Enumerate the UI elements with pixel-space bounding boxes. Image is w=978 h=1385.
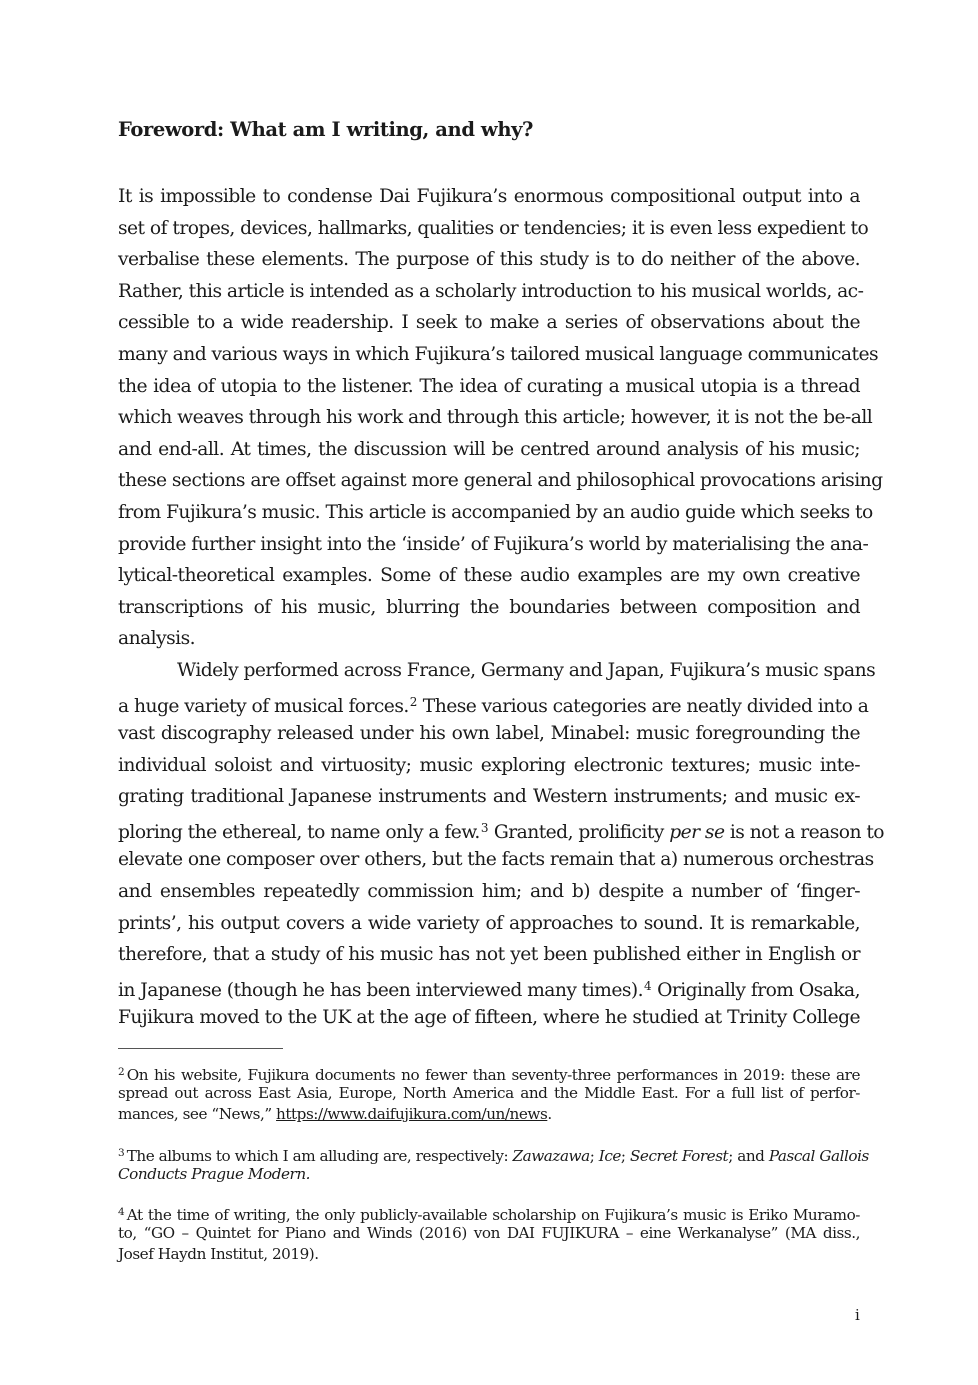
text-span: Originally from Osaka, [651, 979, 860, 1001]
footnote-line: spread out across East Asia, Europe, North America and the Middle East. For a full list of perfor- [118, 1084, 860, 1103]
footnote-3 [118, 1143, 869, 1185]
footnote-number: 3 [118, 1147, 125, 1159]
footnote-line: Josef Haydn Institut, 2019). [118, 1245, 319, 1264]
text-line: these sections are offset against more general and philosophical provocations arising [118, 470, 883, 492]
album-title: Secret Forest [629, 1147, 729, 1165]
text-span: in Japanese (though he has been interviewed many times). [118, 979, 644, 1001]
body-text [118, 181, 884, 1034]
text-line: many and various ways in which Fujikura’s tailored musical language communicates [118, 343, 879, 365]
text-line: from Fujikura’s music. This article is accompanied by an audio guide which seeks to [118, 501, 873, 523]
text-line: set of tropes, devices, hallmarks, qualities or tendencies; it is even less expedient to [118, 217, 869, 239]
news-link[interactable]: https://www.daifujikura.com/un/news [276, 1105, 548, 1124]
text-line [118, 687, 869, 719]
footnote-2 [118, 1062, 860, 1126]
text-line: vast discography released under his own label, Minabel: music foregrounding the [118, 723, 860, 745]
text-span: is not a reason to [724, 821, 884, 843]
text-line: and ensembles repeatedly commission him; and b) despite a number of ‘finger- [118, 881, 860, 903]
text-span: These various categories are neatly divided into a [417, 695, 869, 717]
paragraph-2 [118, 655, 884, 1034]
text-line: elevate one composer over others, but the facts remain that a) numerous orchestras [118, 849, 874, 871]
text-line: It is impossible to condense Dai Fujikura’s enormous compositional output into a [118, 186, 860, 207]
text-span: Granted, prolificity [488, 821, 670, 843]
text-line: prints’, his output covers a wide variety of approaches to sound. It is remarkable, [118, 912, 860, 934]
text-span: ; [620, 1147, 630, 1165]
page-number: i [855, 1306, 860, 1324]
text-span: On his website, Fujikura documents no fewer than seventy-three performances in 2019: these are [126, 1066, 860, 1084]
text-line [118, 813, 884, 845]
text-line: the idea of utopia to the listener. The idea of curating a musical utopia is a thread [118, 375, 860, 397]
footnote-line [118, 1202, 860, 1223]
text-span: a huge variety of musical forces. [118, 695, 409, 717]
section-heading: Foreword: What am I writing, and why? [118, 118, 534, 141]
footnote-number: 4 [118, 1206, 125, 1218]
text-span: ploring the ethereal, to name only a few. [118, 821, 480, 843]
text-line: lytical-theoretical examples. Some of these audio examples are my own creative [118, 565, 860, 587]
text-line: Fujikura moved to the UK at the age of fifteen, where he studied at Trinity College [118, 1007, 860, 1029]
text-line: provide further insight into the ‘inside’ of Fujikura’s world by materialising the ana- [118, 533, 869, 555]
footnote-ref-3[interactable]: 3 [480, 820, 489, 835]
footnote-4 [118, 1202, 860, 1266]
footnote-divider [118, 1048, 283, 1049]
text-line: which weaves through his work and through this article; however, it is not the be-all [118, 407, 873, 429]
album-title: Zawazawa [512, 1147, 590, 1165]
text-span: mances, see “News,” [118, 1105, 277, 1124]
text-line: and end-all. At times, the discussion will be centred around analysis of his music; [118, 438, 860, 460]
text-span: ; and [728, 1147, 769, 1165]
text-line: analysis. [118, 628, 195, 650]
paragraph-1 [118, 181, 883, 655]
album-title: Pascal Gallois [768, 1147, 869, 1165]
footnote-number: 2 [118, 1066, 125, 1078]
album-title: Ice [598, 1147, 621, 1165]
text-span: The albums to which I am alluding are, respectively: [126, 1147, 513, 1165]
footnote-ref-2[interactable]: 2 [409, 694, 418, 709]
album-title: Conducts Prague Modern. [118, 1165, 311, 1184]
text-line: grating traditional Japanese instruments and Western instruments; and music ex- [118, 786, 860, 808]
italic-term: per se [669, 821, 725, 843]
text-span: At the time of writing, the only publicly-available scholarship on Fujikura’s music is Eriko Muramo- [126, 1206, 860, 1224]
text-line: Widely performed across France, Germany and Japan, Fujikura’s music spans [177, 659, 876, 681]
text-line [118, 971, 860, 1003]
text-span: . [547, 1105, 552, 1124]
text-line: transcriptions of his music, blurring the boundaries between composition and [118, 596, 860, 618]
text-line: cessible to a wide readership. I seek to make a series of observations about the [118, 312, 860, 334]
text-line: therefore, that a study of his music has not yet been published either in English or [118, 944, 860, 966]
text-span: ; [589, 1147, 599, 1165]
footnote-ref-4[interactable]: 4 [644, 978, 652, 993]
footnote-line [118, 1104, 860, 1125]
footnote-line [118, 1164, 860, 1185]
footnote-line: to, “GO – Quintet for Piano and Winds (2016) von DAI FUJIKURA – eine Werkanalyse” (MA diss., [118, 1224, 860, 1243]
footnote-line [118, 1143, 869, 1165]
text-line: individual soloist and virtuosity; music exploring electronic textures; music inte- [118, 754, 860, 776]
text-line: verbalise these elements. The purpose of this study is to do neither of the above. [118, 249, 860, 271]
text-line: Rather, this article is intended as a scholarly introduction to his musical worlds, ac- [118, 280, 864, 302]
footnote-line [118, 1062, 860, 1083]
